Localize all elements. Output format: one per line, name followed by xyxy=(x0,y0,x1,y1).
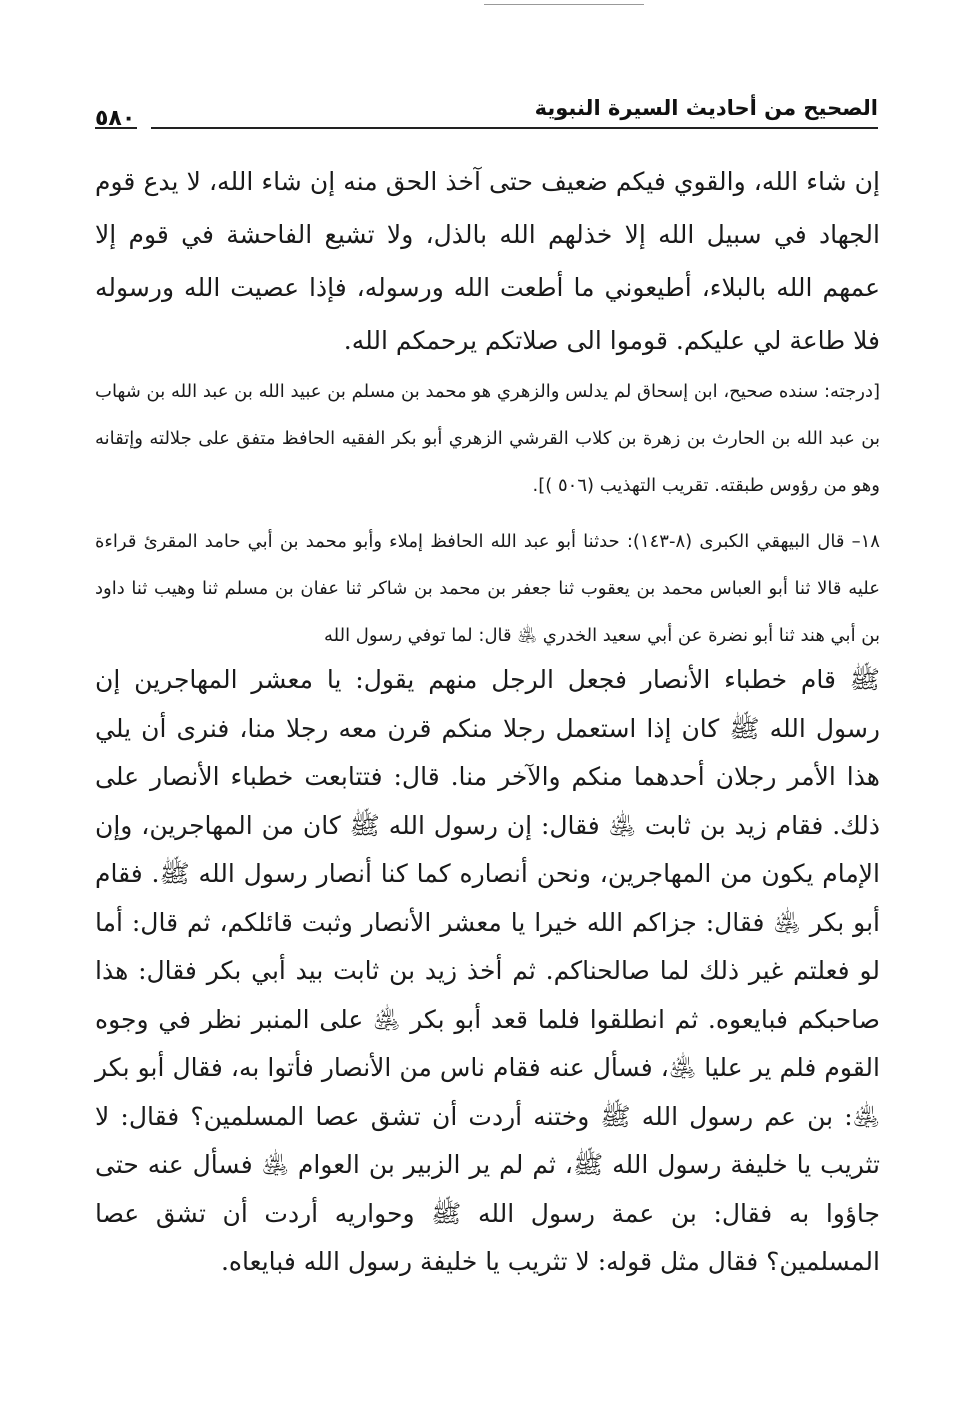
paragraph-grading: [درجته: سنده صحيح، ابن إسحاق لم يدلس والزهري هو محمد بن مسلم بن عبيد الله بن عبد الله بن شهاب بن عبد الله بن الحارث بن زهرة بن كلاب القرشي الزهري أبو بكر الفقيه الحافظ متفق على جلالته وإتقانه وهو من رؤوس طبقته. تقريب التهذيب (٥٠٦ )]. xyxy=(95,381,880,496)
page-header xyxy=(95,92,878,132)
hadith-isnad-text: قال البيهقي الكبرى (٨-١٤٣): حدثنا أبو عبد الله الحافظ إملاء وأبو محمد بن أبي حامد المقرئ قراءة عليه قالا ثنا أبو العباس محمد بن يعقوب ثنا جعفر بن محمد بن شاكر ثنا عفان بن مسلم ثنا وهيب ثنا داود بن أبي هند ثنا أبو نضرة عن أبي سعيد الخدري ﵁ قال: لما توفي رسول الله xyxy=(95,531,880,646)
page-number: ٥٨٠ xyxy=(95,106,136,131)
top-divider xyxy=(484,4,644,5)
hadith-number: ١٨– xyxy=(851,531,880,552)
running-title: الصحيح من أحاديث السيرة النبوية xyxy=(534,96,878,120)
paragraph-sermon-end: إن شاء الله، والقوي فيكم ضعيف حتى آخذ الحق منه إن شاء الله، لا يدع قوم الجهاد في سبيل الله إلا خذلهم الله بالذل، ولا تشيع الفاحشة في قوم إلا عمهم الله بالبلاء، أطيعوني ما أطعت الله ورسوله، فإذا عصيت الله ورسوله فلا طاعة لي عليكم. قوموا الى صلاتكم يرحمكم الله. xyxy=(95,167,880,355)
paragraph-hadith-matn: ﷺ قام خطباء الأنصار فجعل الرجل منهم يقول: يا معشر المهاجرين إن رسول الله ﷺ كان إذا استعمل رجلا منكم قرن معه رجلا منا، فنرى أن يلي هذا الأمر رجلان أحدهما منكم والآخر منا. قال: فتتابعت خطباء الأنصار على ذلك. فقام زيد بن ثابت ﵁ فقال: إن رسول الله ﷺ كان من المهاجرين، وإن الإمام يكون من المهاجرين، ونحن أنصاره كما كنا أنصار رسول الله ﷺ. فقام أبو بكر ﵁ فقال: جزاكم الله خيرا يا معشر الأنصار وثبت قائلكم، ثم قال: أما لو فعلتم غير ذلك لما صالحناكم. ثم أخذ زيد بن ثابت بيد أبي بكر فقال: هذا صاحبكم فبايعوه. ثم انطلقوا فلما قعد أبو بكر ﵁ على المنبر نظر في وجوه القوم فلم ير عليا ﵁، فسأل عنه فقام ناس من الأنصار فأتوا به، فقال أبو بكر ﵁: بن عم رسول الله ﷺ وختنه أردت أن تشق عصا المسلمين؟ فقال: لا تثريب يا خليفة رسول الله ﷺ، ثم لم ير الزبير بن العوام ﵁ فسأل عنه حتى جاؤوا به فقال: بن عمة رسول الله ﷺ وحواريه أردت أن تشق عصا المسلمين؟ فقال مثل قوله: لا تثريب يا خليفة رسول الله فبايعاه. xyxy=(95,665,881,1276)
paragraph-hadith-isnad xyxy=(95,518,880,659)
header-rule xyxy=(95,127,878,129)
header-rule-gap xyxy=(137,122,151,132)
